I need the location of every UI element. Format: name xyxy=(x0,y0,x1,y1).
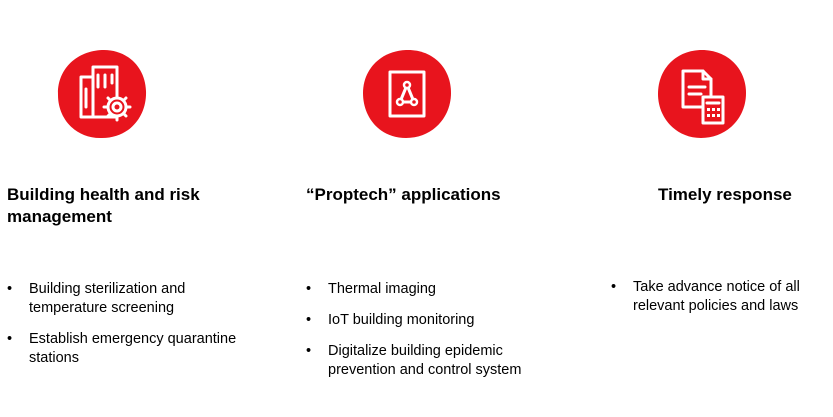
column-proptech xyxy=(300,0,560,417)
bullet-list xyxy=(611,278,826,328)
list-item-text: Establish emergency quarantine stations xyxy=(29,331,237,366)
bullet-symbol: • xyxy=(7,331,13,347)
list-item-text: Take advance notice of all relevant policies and laws xyxy=(633,279,800,314)
bullet-list xyxy=(306,280,556,392)
list-item-text: Thermal imaging xyxy=(328,281,436,297)
list-item xyxy=(611,278,826,316)
network-document-icon xyxy=(360,47,454,141)
list-item-text: IoT building monitoring xyxy=(328,312,475,328)
column-timely-response xyxy=(605,0,833,417)
list-item xyxy=(7,280,267,318)
list-item xyxy=(306,280,556,299)
bullet-symbol: • xyxy=(611,279,617,295)
column-title: “Proptech” applications xyxy=(306,185,501,204)
list-item xyxy=(306,342,556,380)
list-item-text: Digitalize building epidemic prevention and control system xyxy=(328,343,522,378)
list-item xyxy=(306,311,556,330)
column-title: Building health and risk management xyxy=(7,185,200,226)
column-building-health xyxy=(0,0,280,417)
bullet-symbol: • xyxy=(306,281,312,297)
bullet-symbol: • xyxy=(306,312,312,328)
buildings-gear-icon xyxy=(55,47,149,141)
column-title: Timely response xyxy=(658,185,792,204)
list-item xyxy=(7,330,267,368)
list-item-text: Building sterilization and temperature screening xyxy=(29,281,186,316)
bullet-symbol: • xyxy=(306,343,312,359)
bullet-list xyxy=(7,280,267,380)
bullet-symbol: • xyxy=(7,281,13,297)
document-calculator-icon xyxy=(655,47,749,141)
